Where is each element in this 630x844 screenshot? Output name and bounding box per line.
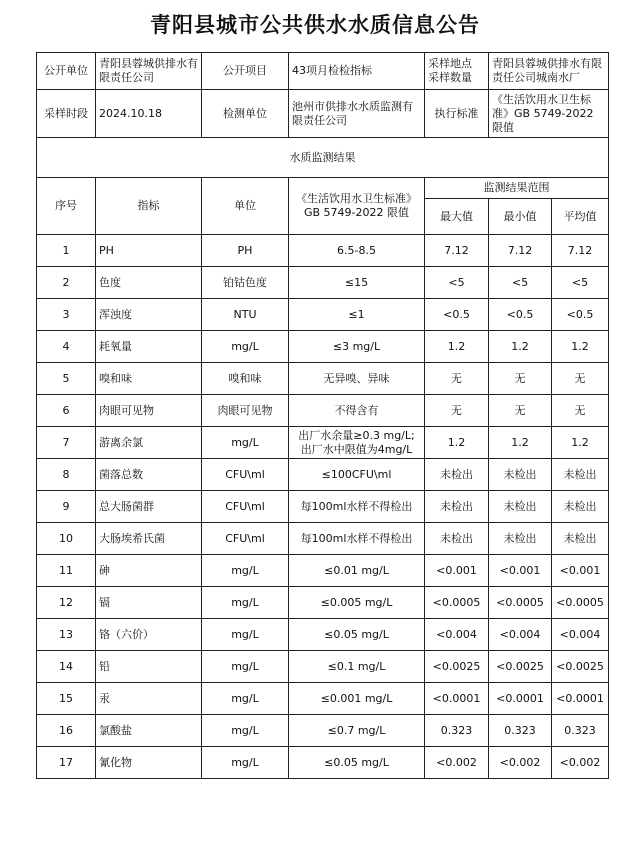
row-min: 未检出 bbox=[489, 459, 552, 491]
row-limit: ≤0.7 mg/L bbox=[289, 715, 425, 747]
table-row bbox=[37, 235, 609, 267]
row-min: <0.0001 bbox=[489, 683, 552, 715]
row-max: <5 bbox=[425, 267, 489, 299]
row-indicator: 浑浊度 bbox=[96, 299, 202, 331]
row-limit: ≤15 bbox=[289, 267, 425, 299]
row-no: 7 bbox=[37, 427, 96, 459]
row-avg: <0.002 bbox=[552, 747, 609, 779]
row-unit: mg/L bbox=[202, 747, 289, 779]
row-indicator: PH bbox=[96, 235, 202, 267]
row-max: <0.0005 bbox=[425, 587, 489, 619]
row-limit: 6.5-8.5 bbox=[289, 235, 425, 267]
table-row bbox=[37, 395, 609, 427]
row-indicator: 氰化物 bbox=[96, 747, 202, 779]
row-indicator: 色度 bbox=[96, 267, 202, 299]
row-min: 0.323 bbox=[489, 715, 552, 747]
row-no: 14 bbox=[37, 651, 96, 683]
row-unit: mg/L bbox=[202, 331, 289, 363]
header-no: 序号 bbox=[37, 178, 96, 235]
row-no: 4 bbox=[37, 331, 96, 363]
row-limit: 每100ml水样不得检出 bbox=[289, 491, 425, 523]
row-unit: CFU\ml bbox=[202, 523, 289, 555]
row-indicator: 总大肠菌群 bbox=[96, 491, 202, 523]
table-row bbox=[37, 587, 609, 619]
row-unit: mg/L bbox=[202, 619, 289, 651]
row-limit: 每100ml水样不得检出 bbox=[289, 523, 425, 555]
row-unit: mg/L bbox=[202, 715, 289, 747]
row-min: 1.2 bbox=[489, 331, 552, 363]
row-max: 无 bbox=[425, 395, 489, 427]
row-limit: 不得含有 bbox=[289, 395, 425, 427]
table-row bbox=[37, 363, 609, 395]
row-max: <0.0001 bbox=[425, 683, 489, 715]
table-row bbox=[37, 715, 609, 747]
row-avg: 0.323 bbox=[552, 715, 609, 747]
table-row bbox=[37, 299, 609, 331]
standard-value: 《生活饮用水卫生标准》GB 5749-2022 限值 bbox=[489, 90, 609, 138]
row-no: 16 bbox=[37, 715, 96, 747]
table-row bbox=[37, 651, 609, 683]
row-avg: 无 bbox=[552, 363, 609, 395]
row-limit: ≤3 mg/L bbox=[289, 331, 425, 363]
row-avg: <0.001 bbox=[552, 555, 609, 587]
standard-label: 执行标准 bbox=[425, 90, 489, 138]
row-min: <0.001 bbox=[489, 555, 552, 587]
row-indicator: 耗氧量 bbox=[96, 331, 202, 363]
row-indicator: 铅 bbox=[96, 651, 202, 683]
row-min: <0.5 bbox=[489, 299, 552, 331]
header-max: 最大值 bbox=[425, 199, 489, 235]
row-max: <0.5 bbox=[425, 299, 489, 331]
row-indicator: 汞 bbox=[96, 683, 202, 715]
row-unit: CFU\ml bbox=[202, 459, 289, 491]
row-avg: 未检出 bbox=[552, 459, 609, 491]
water-quality-table bbox=[36, 52, 609, 779]
row-limit: 无异嗅、异味 bbox=[289, 363, 425, 395]
row-avg: <0.5 bbox=[552, 299, 609, 331]
row-min: 无 bbox=[489, 363, 552, 395]
row-indicator: 氯酸盐 bbox=[96, 715, 202, 747]
row-limit: ≤0.01 mg/L bbox=[289, 555, 425, 587]
info-row-1 bbox=[37, 53, 609, 90]
table-row bbox=[37, 555, 609, 587]
header-indicator: 指标 bbox=[96, 178, 202, 235]
row-no: 1 bbox=[37, 235, 96, 267]
header-min: 最小值 bbox=[489, 199, 552, 235]
row-no: 6 bbox=[37, 395, 96, 427]
row-no: 12 bbox=[37, 587, 96, 619]
sampling-site-label: 采样地点 采样数量 bbox=[425, 53, 489, 90]
disclosure-unit-label: 公开单位 bbox=[37, 53, 96, 90]
row-indicator: 砷 bbox=[96, 555, 202, 587]
row-min: <5 bbox=[489, 267, 552, 299]
row-avg: 7.12 bbox=[552, 235, 609, 267]
row-avg: <5 bbox=[552, 267, 609, 299]
header-range: 监测结果范围 bbox=[425, 178, 609, 199]
row-avg: 未检出 bbox=[552, 523, 609, 555]
sampling-time-value: 2024.10.18 bbox=[96, 90, 202, 138]
row-max: 1.2 bbox=[425, 427, 489, 459]
row-unit: NTU bbox=[202, 299, 289, 331]
header-limit: 《生活饮用水卫生标准》GB 5749-2022 限值 bbox=[289, 178, 425, 235]
row-max: <0.001 bbox=[425, 555, 489, 587]
header-row-1 bbox=[37, 178, 609, 199]
table-row bbox=[37, 619, 609, 651]
row-max: <0.0025 bbox=[425, 651, 489, 683]
row-limit: ≤0.05 mg/L bbox=[289, 747, 425, 779]
table-row bbox=[37, 683, 609, 715]
sampling-time-label: 采样时段 bbox=[37, 90, 96, 138]
table-row bbox=[37, 267, 609, 299]
project-value: 43项月检检指标 bbox=[289, 53, 425, 90]
row-limit: ≤0.1 mg/L bbox=[289, 651, 425, 683]
row-no: 11 bbox=[37, 555, 96, 587]
row-limit: ≤100CFU\ml bbox=[289, 459, 425, 491]
row-min: <0.004 bbox=[489, 619, 552, 651]
row-max: 1.2 bbox=[425, 331, 489, 363]
disclosure-unit-value: 青阳县蓉城供排水有限责任公司 bbox=[96, 53, 202, 90]
project-label: 公开项目 bbox=[202, 53, 289, 90]
row-max: 0.323 bbox=[425, 715, 489, 747]
row-avg: <0.0001 bbox=[552, 683, 609, 715]
row-indicator: 大肠埃希氏菌 bbox=[96, 523, 202, 555]
row-limit: ≤0.005 mg/L bbox=[289, 587, 425, 619]
row-indicator: 游离余氯 bbox=[96, 427, 202, 459]
row-avg: 1.2 bbox=[552, 331, 609, 363]
row-no: 9 bbox=[37, 491, 96, 523]
row-no: 10 bbox=[37, 523, 96, 555]
row-indicator: 菌落总数 bbox=[96, 459, 202, 491]
row-no: 3 bbox=[37, 299, 96, 331]
row-unit: 铂钴色度 bbox=[202, 267, 289, 299]
row-no: 13 bbox=[37, 619, 96, 651]
info-row-2 bbox=[37, 90, 609, 138]
row-unit: CFU\ml bbox=[202, 491, 289, 523]
row-min: 无 bbox=[489, 395, 552, 427]
row-avg: 无 bbox=[552, 395, 609, 427]
row-no: 2 bbox=[37, 267, 96, 299]
row-no: 15 bbox=[37, 683, 96, 715]
section-title-row bbox=[37, 138, 609, 178]
row-unit: 嗅和味 bbox=[202, 363, 289, 395]
row-unit: mg/L bbox=[202, 683, 289, 715]
row-min: 1.2 bbox=[489, 427, 552, 459]
table-row bbox=[37, 747, 609, 779]
row-limit: ≤1 bbox=[289, 299, 425, 331]
row-max: <0.002 bbox=[425, 747, 489, 779]
row-no: 5 bbox=[37, 363, 96, 395]
sampling-site-value: 青阳县蓉城供排水有限责任公司城南水厂 bbox=[489, 53, 609, 90]
table-row bbox=[37, 331, 609, 363]
header-unit: 单位 bbox=[202, 178, 289, 235]
table-row bbox=[37, 427, 609, 459]
row-no: 17 bbox=[37, 747, 96, 779]
row-min: <0.002 bbox=[489, 747, 552, 779]
row-max: <0.004 bbox=[425, 619, 489, 651]
row-unit: mg/L bbox=[202, 651, 289, 683]
row-indicator: 肉眼可见物 bbox=[96, 395, 202, 427]
row-avg: <0.0025 bbox=[552, 651, 609, 683]
row-avg: 1.2 bbox=[552, 427, 609, 459]
row-indicator: 铬（六价） bbox=[96, 619, 202, 651]
section-title: 水质监测结果 bbox=[37, 138, 609, 178]
header-avg: 平均值 bbox=[552, 199, 609, 235]
page-title: 青阳县城市公共供水水质信息公告 bbox=[150, 13, 480, 37]
table-row bbox=[37, 523, 609, 555]
row-limit: ≤0.001 mg/L bbox=[289, 683, 425, 715]
row-avg: 未检出 bbox=[552, 491, 609, 523]
row-avg: <0.004 bbox=[552, 619, 609, 651]
row-unit: mg/L bbox=[202, 427, 289, 459]
row-min: <0.0005 bbox=[489, 587, 552, 619]
row-min: 7.12 bbox=[489, 235, 552, 267]
row-max: 未检出 bbox=[425, 491, 489, 523]
table-row bbox=[37, 491, 609, 523]
row-unit: 肉眼可见物 bbox=[202, 395, 289, 427]
row-unit: mg/L bbox=[202, 555, 289, 587]
row-no: 8 bbox=[37, 459, 96, 491]
row-indicator: 嗅和味 bbox=[96, 363, 202, 395]
row-max: 未检出 bbox=[425, 459, 489, 491]
row-limit: 出厂水余量≥0.3 mg/L; 出厂水中限值为4mg/L bbox=[289, 427, 425, 459]
row-min: 未检出 bbox=[489, 491, 552, 523]
row-max: 未检出 bbox=[425, 523, 489, 555]
testing-unit-label: 检测单位 bbox=[202, 90, 289, 138]
row-max: 7.12 bbox=[425, 235, 489, 267]
row-unit: PH bbox=[202, 235, 289, 267]
table-row bbox=[37, 459, 609, 491]
row-max: 无 bbox=[425, 363, 489, 395]
row-avg: <0.0005 bbox=[552, 587, 609, 619]
row-unit: mg/L bbox=[202, 587, 289, 619]
testing-unit-value: 池州市供排水水质监测有限责任公司 bbox=[289, 90, 425, 138]
row-limit: ≤0.05 mg/L bbox=[289, 619, 425, 651]
row-min: 未检出 bbox=[489, 523, 552, 555]
row-min: <0.0025 bbox=[489, 651, 552, 683]
row-indicator: 镉 bbox=[96, 587, 202, 619]
